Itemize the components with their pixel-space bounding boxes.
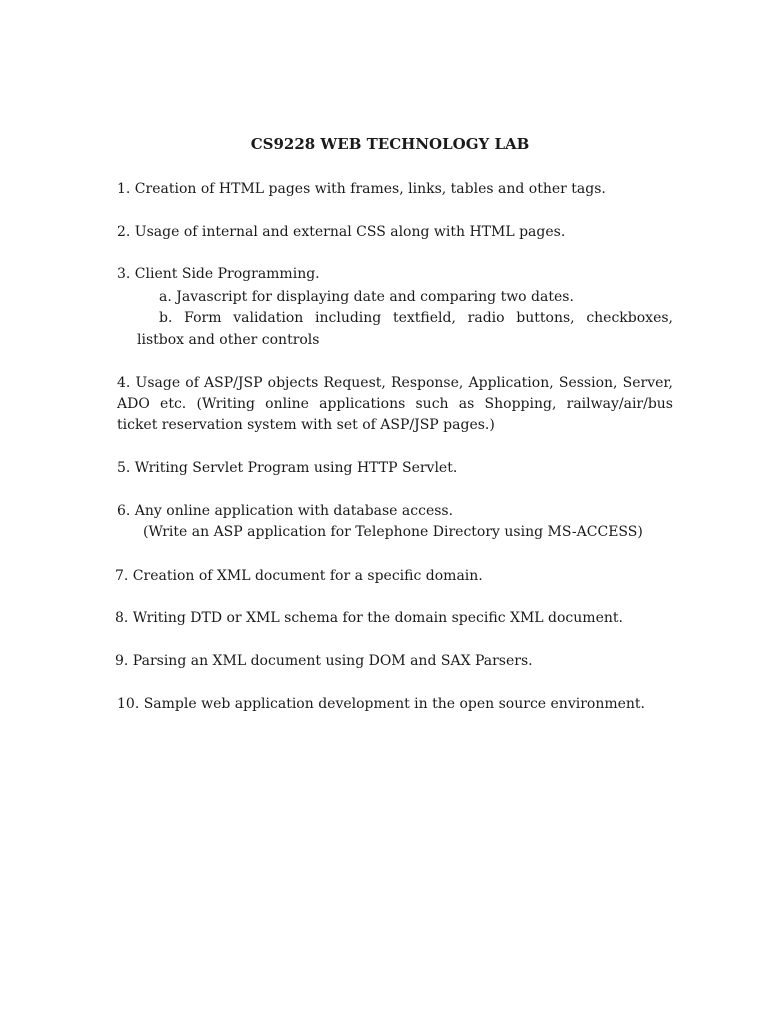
list-item-3a: a. Javascript for displaying date and comparing two dates. [159, 289, 574, 305]
list-item-4-line2: ADO etc. (Writing online applications such as Shopping, railway/air/bus [117, 396, 673, 412]
page-title: CS9228 WEB TECHNOLOGY LAB [250, 135, 530, 153]
list-item-3b-line1: b. Form validation including textfield, radio buttons, checkboxes, [159, 310, 673, 326]
list-item-4-line1: 4. Usage of ASP/JSP objects Request, Response, Application, Session, Server, [117, 375, 673, 391]
list-item-1: 1. Creation of HTML pages with frames, links, tables and other tags. [117, 181, 606, 197]
list-item-2: 2. Usage of internal and external CSS along with HTML pages. [117, 224, 566, 240]
list-item-5: 5. Writing Servlet Program using HTTP Servlet. [117, 460, 458, 476]
list-item-3b-line2: listbox and other controls [137, 332, 320, 348]
list-item-4-line3: ticket reservation system with set of ASP/JSP pages.) [117, 417, 495, 433]
list-item-6-line2: (Write an ASP application for Telephone Directory using MS-ACCESS) [143, 524, 643, 540]
list-item-3: 3. Client Side Programming. [117, 266, 320, 282]
list-item-6-line1: 6. Any online application with database access. [117, 503, 454, 519]
list-item-10: 10. Sample web application development in the open source environment. [117, 696, 646, 712]
list-item-8: 8. Writing DTD or XML schema for the domain specific XML document. [115, 610, 623, 626]
list-item-7: 7. Creation of XML document for a specific domain. [115, 568, 483, 584]
list-item-9: 9. Parsing an XML document using DOM and SAX Parsers. [115, 653, 533, 669]
